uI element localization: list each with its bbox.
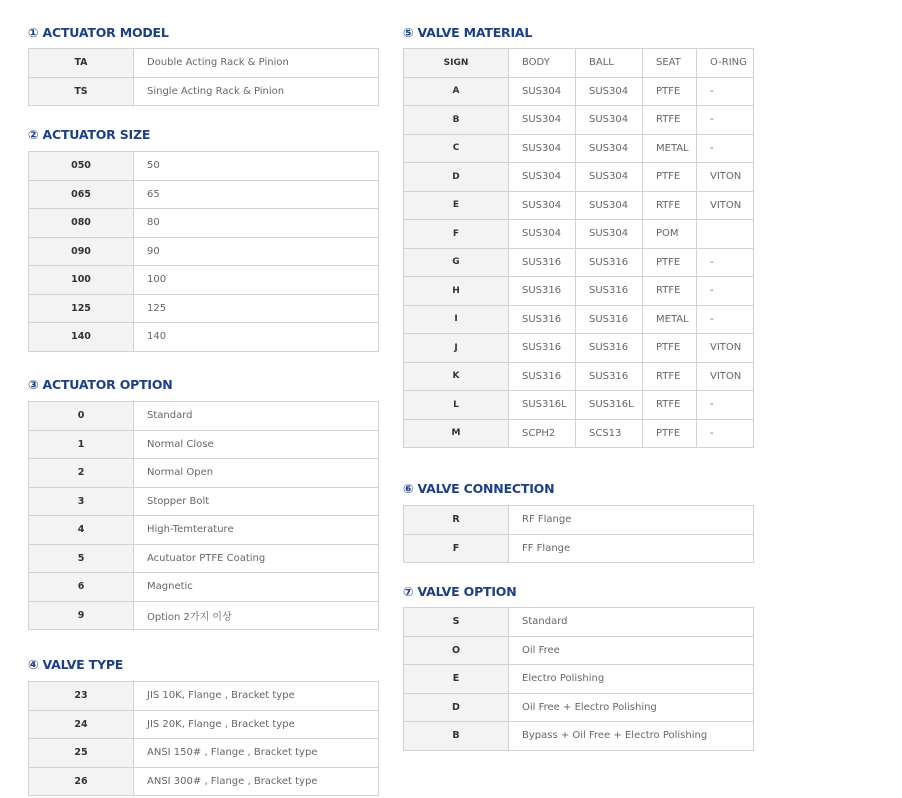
table-row	[29, 266, 379, 295]
table-row	[29, 487, 379, 516]
column-header: SIGN	[404, 49, 509, 78]
option-description: Single Acting Rack & Pinion	[134, 77, 379, 106]
material-cell: SUS316	[576, 248, 643, 277]
option-code: 100	[29, 266, 134, 295]
table-row	[29, 49, 379, 78]
option-description: 65	[134, 180, 379, 209]
table-header-row	[404, 49, 754, 78]
table-row	[29, 209, 379, 238]
material-cell: SUS304	[509, 220, 576, 249]
material-cell: PTFE	[643, 334, 697, 363]
table-row	[404, 362, 754, 391]
material-cell: METAL	[643, 134, 697, 163]
material-cell: VITON	[697, 334, 754, 363]
table-row	[404, 191, 754, 220]
table-row	[29, 516, 379, 545]
table-row	[29, 77, 379, 106]
option-description: Option 2가지 이상	[134, 601, 379, 630]
option-code: D	[404, 693, 509, 722]
table-row	[404, 693, 754, 722]
option-code: 2	[29, 459, 134, 488]
table-row	[404, 334, 754, 363]
option-description: High-Temterature	[134, 516, 379, 545]
material-cell: SUS304	[509, 77, 576, 106]
option-code: 23	[29, 682, 134, 711]
material-cell: SUS304	[509, 106, 576, 135]
material-cell: SUS304	[576, 163, 643, 192]
material-cell: SUS304	[509, 163, 576, 192]
material-cell: PTFE	[643, 419, 697, 448]
option-code: 25	[29, 739, 134, 768]
option-code: 6	[29, 573, 134, 602]
material-cell: SUS316	[576, 362, 643, 391]
material-cell: SUS316	[509, 248, 576, 277]
table-row	[404, 506, 754, 535]
option-description: Bypass + Oil Free + Electro Polishing	[509, 722, 754, 751]
option-description: 80	[134, 209, 379, 238]
material-cell	[697, 220, 754, 249]
option-code: 1	[29, 430, 134, 459]
material-cell: RTFE	[643, 391, 697, 420]
material-cell: -	[697, 305, 754, 334]
option-code: 090	[29, 237, 134, 266]
table-row	[29, 601, 379, 630]
section-title: ⑤ VALVE MATERIAL	[403, 25, 533, 40]
material-cell: RTFE	[643, 191, 697, 220]
option-description: Standard	[134, 402, 379, 431]
option-description: 50	[134, 152, 379, 181]
material-cell: RTFE	[643, 362, 697, 391]
section-title: ⑥ VALVE CONNECTION	[403, 481, 555, 496]
option-code: S	[404, 608, 509, 637]
option-code: 9	[29, 601, 134, 630]
material-cell: SUS304	[576, 77, 643, 106]
material-cell: SUS304	[576, 106, 643, 135]
material-cell: -	[697, 106, 754, 135]
table-row	[29, 544, 379, 573]
option-code: TS	[29, 77, 134, 106]
table-row	[29, 710, 379, 739]
table-row	[404, 248, 754, 277]
option-description: Acutuator PTFE Coating	[134, 544, 379, 573]
table-row	[404, 77, 754, 106]
option-description: 125	[134, 294, 379, 323]
option-code: E	[404, 665, 509, 694]
option-code: TA	[29, 49, 134, 78]
material-sign: B	[404, 106, 509, 135]
table-row	[404, 391, 754, 420]
table-row	[29, 323, 379, 352]
material-cell: -	[697, 391, 754, 420]
material-cell: -	[697, 248, 754, 277]
material-cell: PTFE	[643, 248, 697, 277]
option-code: 0	[29, 402, 134, 431]
table-row	[29, 682, 379, 711]
table-row	[29, 459, 379, 488]
option-code: 140	[29, 323, 134, 352]
material-sign: M	[404, 419, 509, 448]
material-cell: -	[697, 77, 754, 106]
option-description: Double Acting Rack & Pinion	[134, 49, 379, 78]
section-title: ④ VALVE TYPE	[28, 657, 124, 672]
table-row	[404, 636, 754, 665]
column-header: O-RING	[697, 49, 754, 78]
table-row	[29, 152, 379, 181]
option-code: 4	[29, 516, 134, 545]
material-sign: K	[404, 362, 509, 391]
table-row	[29, 573, 379, 602]
material-cell: VITON	[697, 362, 754, 391]
option-description: ANSI 150# , Flange , Bracket type	[134, 739, 379, 768]
option-code: 24	[29, 710, 134, 739]
table-row	[404, 419, 754, 448]
option-description: Oil Free + Electro Polishing	[509, 693, 754, 722]
option-code: 065	[29, 180, 134, 209]
material-cell: PTFE	[643, 163, 697, 192]
table-row	[404, 163, 754, 192]
material-sign: G	[404, 248, 509, 277]
material-sign: J	[404, 334, 509, 363]
material-cell: POM	[643, 220, 697, 249]
material-cell: -	[697, 419, 754, 448]
material-cell: SUS304	[509, 191, 576, 220]
option-code: 050	[29, 152, 134, 181]
material-cell: RTFE	[643, 277, 697, 306]
material-cell: SUS316	[509, 362, 576, 391]
actuator-size-table	[28, 151, 379, 352]
table-row	[404, 534, 754, 563]
section-title: ① ACTUATOR MODEL	[28, 25, 169, 40]
material-sign: I	[404, 305, 509, 334]
material-cell: -	[697, 277, 754, 306]
option-description: 140	[134, 323, 379, 352]
column-header: BALL	[576, 49, 643, 78]
option-code: 080	[29, 209, 134, 238]
material-sign: F	[404, 220, 509, 249]
table-row	[404, 106, 754, 135]
option-description: 100	[134, 266, 379, 295]
table-row	[29, 767, 379, 796]
option-description: Magnetic	[134, 573, 379, 602]
table-row	[404, 722, 754, 751]
table-row	[404, 134, 754, 163]
material-cell: METAL	[643, 305, 697, 334]
column-header: SEAT	[643, 49, 697, 78]
material-cell: RTFE	[643, 106, 697, 135]
option-description: ANSI 300# , Flange , Bracket type	[134, 767, 379, 796]
table-row	[404, 665, 754, 694]
column-header: BODY	[509, 49, 576, 78]
section-title: ③ ACTUATOR OPTION	[28, 377, 173, 392]
material-cell: VITON	[697, 191, 754, 220]
material-cell: SUS316	[576, 305, 643, 334]
table-row	[404, 305, 754, 334]
material-sign: C	[404, 134, 509, 163]
option-description: Normal Open	[134, 459, 379, 488]
option-code: 3	[29, 487, 134, 516]
table-row	[29, 294, 379, 323]
table-row	[29, 237, 379, 266]
option-description: 90	[134, 237, 379, 266]
material-cell: SUS316	[509, 305, 576, 334]
material-cell: PTFE	[643, 77, 697, 106]
table-row	[29, 180, 379, 209]
option-code: R	[404, 506, 509, 535]
material-sign: A	[404, 77, 509, 106]
material-sign: L	[404, 391, 509, 420]
material-cell: SUS316	[509, 277, 576, 306]
table-row	[29, 430, 379, 459]
option-description: Standard	[509, 608, 754, 637]
table-row	[29, 402, 379, 431]
material-cell: -	[697, 134, 754, 163]
option-code: 5	[29, 544, 134, 573]
valve-material-table	[403, 48, 754, 448]
material-cell: SCPH2	[509, 419, 576, 448]
option-code: 125	[29, 294, 134, 323]
option-description: RF Flange	[509, 506, 754, 535]
material-cell: SUS316L	[509, 391, 576, 420]
section-title: ⑦ VALVE OPTION	[403, 584, 517, 599]
material-sign: H	[404, 277, 509, 306]
material-cell: SCS13	[576, 419, 643, 448]
option-description: JIS 10K, Flange , Bracket type	[134, 682, 379, 711]
valve-connection-table	[403, 505, 754, 563]
option-code: B	[404, 722, 509, 751]
material-cell: SUS316	[576, 334, 643, 363]
valve-option-table	[403, 607, 754, 751]
material-cell: SUS316L	[576, 391, 643, 420]
option-description: Electro Polishing	[509, 665, 754, 694]
material-cell: SUS316	[576, 277, 643, 306]
material-cell: VITON	[697, 163, 754, 192]
option-description: JIS 20K, Flange , Bracket type	[134, 710, 379, 739]
option-description: Oil Free	[509, 636, 754, 665]
material-cell: SUS304	[576, 134, 643, 163]
actuator-model-table	[28, 48, 379, 106]
option-description: Normal Close	[134, 430, 379, 459]
material-sign: E	[404, 191, 509, 220]
option-description: Stopper Bolt	[134, 487, 379, 516]
section-title: ② ACTUATOR SIZE	[28, 127, 151, 142]
material-cell: SUS316	[509, 334, 576, 363]
table-row	[29, 739, 379, 768]
material-sign: D	[404, 163, 509, 192]
valve-type-table	[28, 681, 379, 796]
table-row	[404, 608, 754, 637]
option-code: O	[404, 636, 509, 665]
table-row	[404, 220, 754, 249]
actuator-option-table	[28, 401, 379, 630]
option-description: FF Flange	[509, 534, 754, 563]
material-cell: SUS304	[576, 191, 643, 220]
option-code: 26	[29, 767, 134, 796]
material-cell: SUS304	[576, 220, 643, 249]
option-code: F	[404, 534, 509, 563]
table-row	[404, 277, 754, 306]
material-cell: SUS304	[509, 134, 576, 163]
